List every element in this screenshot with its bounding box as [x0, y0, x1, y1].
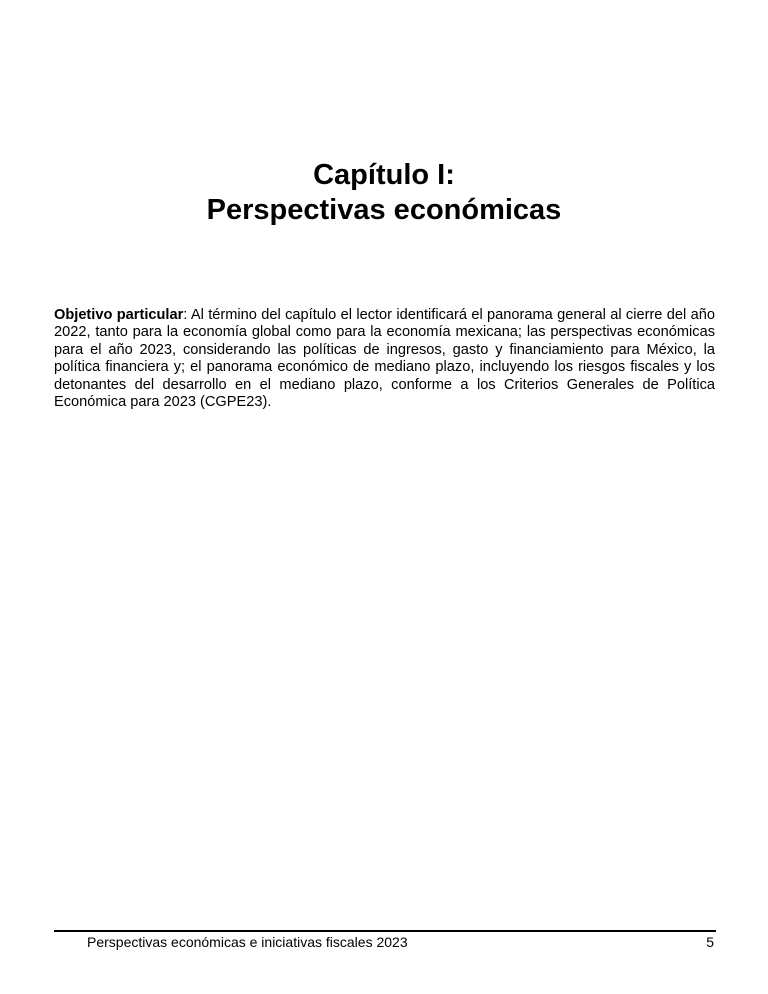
objective-label: Objetivo particular — [54, 307, 184, 323]
footer-title: Perspectivas económicas e iniciativas fiscales 2023 — [87, 934, 408, 950]
chapter-number: Capítulo I: — [313, 159, 455, 191]
footer-divider — [54, 930, 716, 932]
objective-paragraph — [54, 307, 715, 411]
chapter-name: Perspectivas económicas — [206, 194, 562, 226]
chapter-title — [0, 158, 768, 228]
objective-separator: : — [183, 307, 188, 323]
objective-text: Al término del capítulo el lector identificará el panorama general al cierre del año 2022, tanto para la economía global como para la economía mexicana; las perspectivas económicas para el año 2023, considerando las políticas de ingresos, gasto y financiamiento para México, la política financiera y; el panorama económico de mediano plazo, incluyendo los riesgos fiscales y los detonantes del desarrollo en el mediano plazo, conforme a los Criterios Generales de Política Económica para 2023 (CGPE23). — [54, 307, 715, 411]
page-number: 5 — [706, 934, 714, 950]
